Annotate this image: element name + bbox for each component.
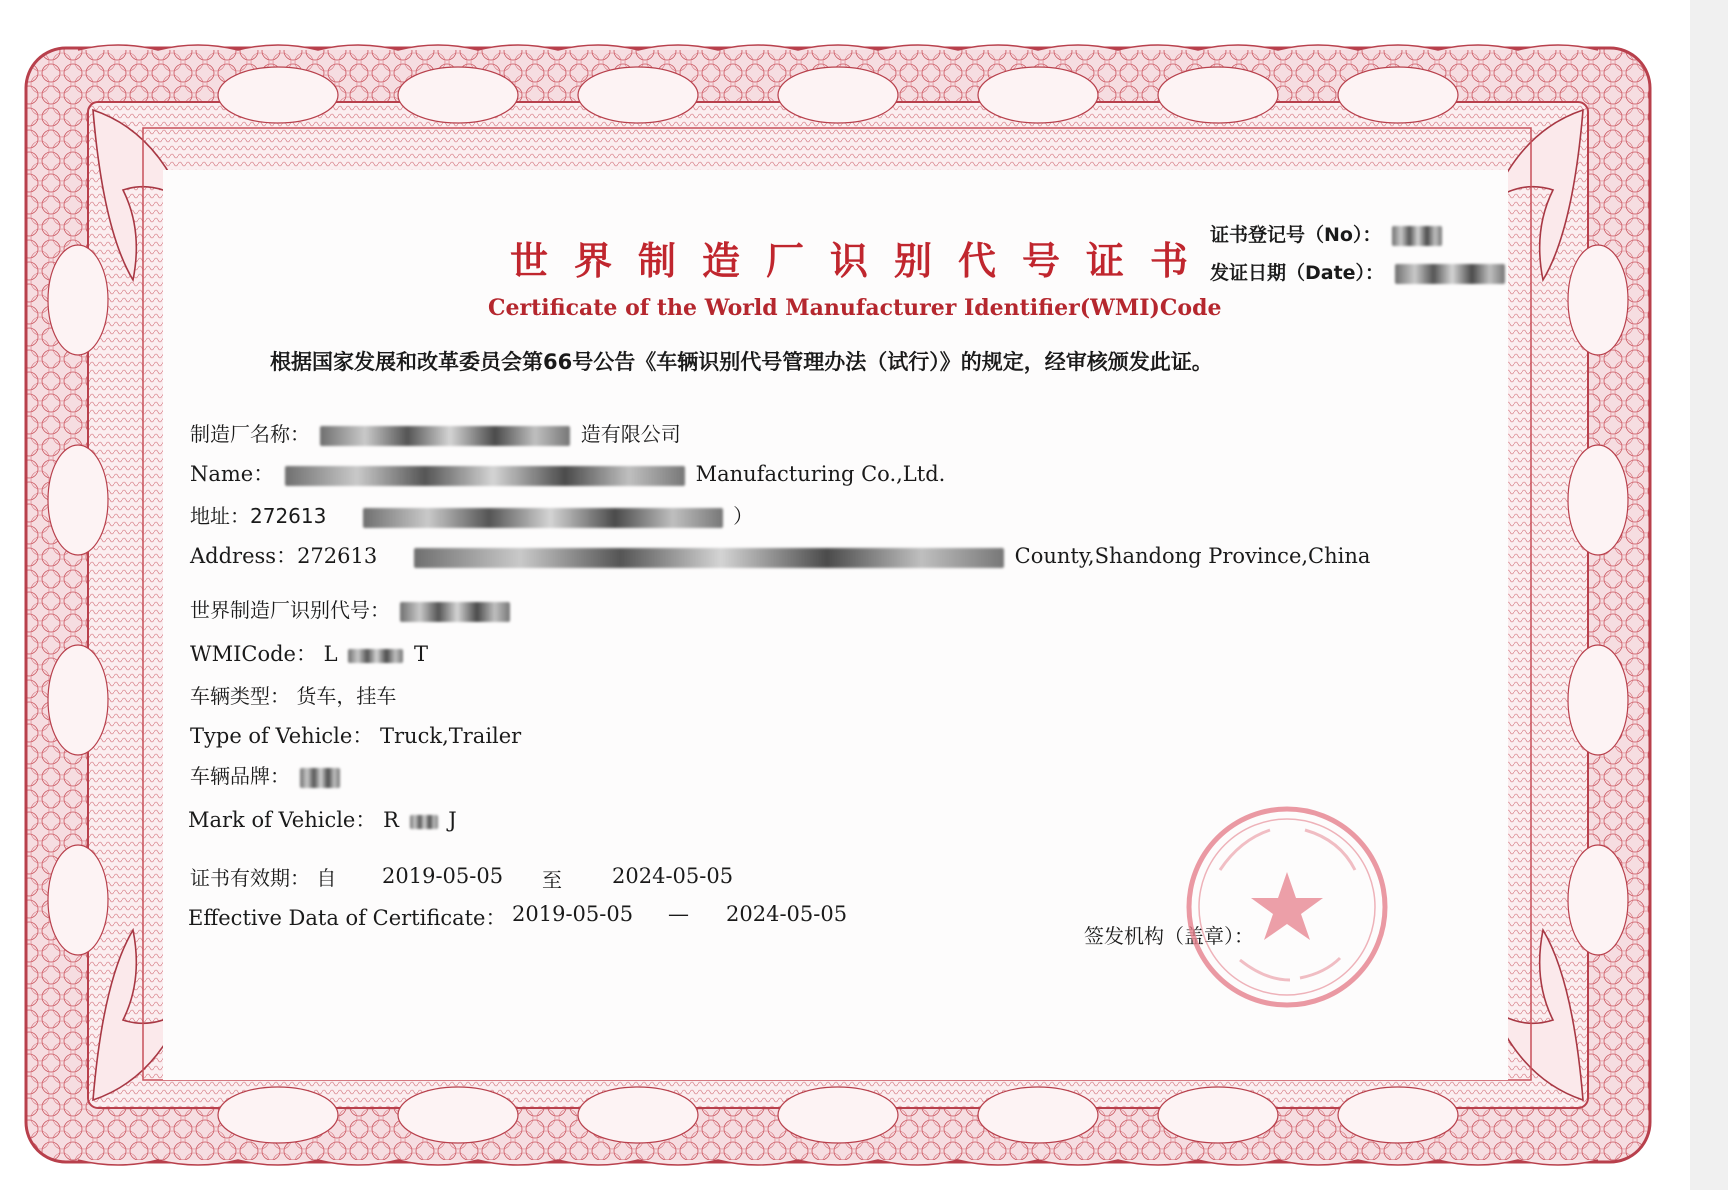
address-cn-label: 地址：272613 [190,504,327,528]
brand-en-value-end: J [448,808,457,832]
manufacturer-cn-value: 造有限公司 [580,422,681,446]
validity-start-en: 2019-05-05 [512,902,634,926]
type-en-row [190,720,521,750]
redacted-brand-cn [300,768,340,788]
brand-en-value-start: R [383,808,399,832]
validity-en-label: Effective Data of Certificate： [188,906,507,930]
certificate-number [1210,220,1446,247]
certificate-title-cn: 世界制造厂识别代号证书 [510,239,1215,283]
type-cn-label: 车辆类型： [190,684,290,708]
official-seal [1180,800,1395,1015]
redacted-brand-en [410,815,438,829]
manufacturer-cn-row [190,418,681,447]
brand-en-label: Mark of Vehicle： [188,808,377,832]
validity-en-dash: — [668,902,689,926]
address-en-value: County,Shandong Province,China [1014,544,1371,568]
redacted-name [285,466,685,486]
certificate-number-label: 证书登记号（No）： [1210,224,1382,246]
issue-date [1210,258,1509,285]
type-cn-row [190,680,396,709]
wmi-cn-label: 世界制造厂识别代号： [190,598,390,622]
redacted-certificate-number [1392,226,1442,246]
manufacturer-cn-label: 制造厂名称： [190,422,310,446]
redacted-address-en [414,548,1004,568]
redacted-manufacturer-cn [320,426,570,446]
redacted-wmi-cn [400,602,510,622]
certificate-title-en: Certificate of the World Manufacturer Identifier(WMI)Code [488,295,1222,321]
validity-end-cn: 2024-05-05 [612,864,734,888]
redacted-wmi-en [348,649,403,663]
brand-cn-label: 车辆品牌： [190,764,290,788]
wmi-en-value-start: L [323,642,338,666]
type-en-label: Type of Vehicle： [190,724,374,748]
validity-end-en: 2024-05-05 [726,902,848,926]
address-en-label: Address：272613 [190,544,378,568]
validity-cn-label: 证书有效期： [190,866,310,890]
brand-en-row [188,804,457,834]
name-value: Manufacturing Co.,Ltd. [695,462,946,486]
wmi-en-value-end: T [413,642,428,666]
issue-date-label: 发证日期（Date）： [1210,262,1385,284]
type-en-value: Truck,Trailer [380,724,522,748]
type-cn-value: 货车，挂车 [296,684,397,708]
redacted-address-cn [363,508,723,528]
validity-cn-to: 至 [542,868,562,892]
validity-cn-row [190,862,336,891]
address-cn-value: ） [733,504,754,528]
address-cn-row [190,500,753,529]
validity-start-cn: 2019-05-05 [382,864,504,888]
validity-cn-from: 自 [316,866,337,890]
wmi-cn-row [190,594,514,623]
name-label: Name： [190,462,275,486]
name-row [190,458,945,488]
wmi-en-label: WMICode： [190,642,317,666]
redacted-issue-date [1395,264,1505,284]
address-en-row [190,540,1370,570]
page-edge-strip [1690,0,1728,1190]
issuer-label: 签发机构（盖章）： [1084,924,1254,948]
wmi-en-row [190,638,428,668]
brand-cn-row [190,760,344,789]
certificate-preamble: 根据国家发展和改革委员会第66号公告《车辆识别代号管理办法（试行）》的规定，经审核颁发此证。 [270,350,1213,374]
